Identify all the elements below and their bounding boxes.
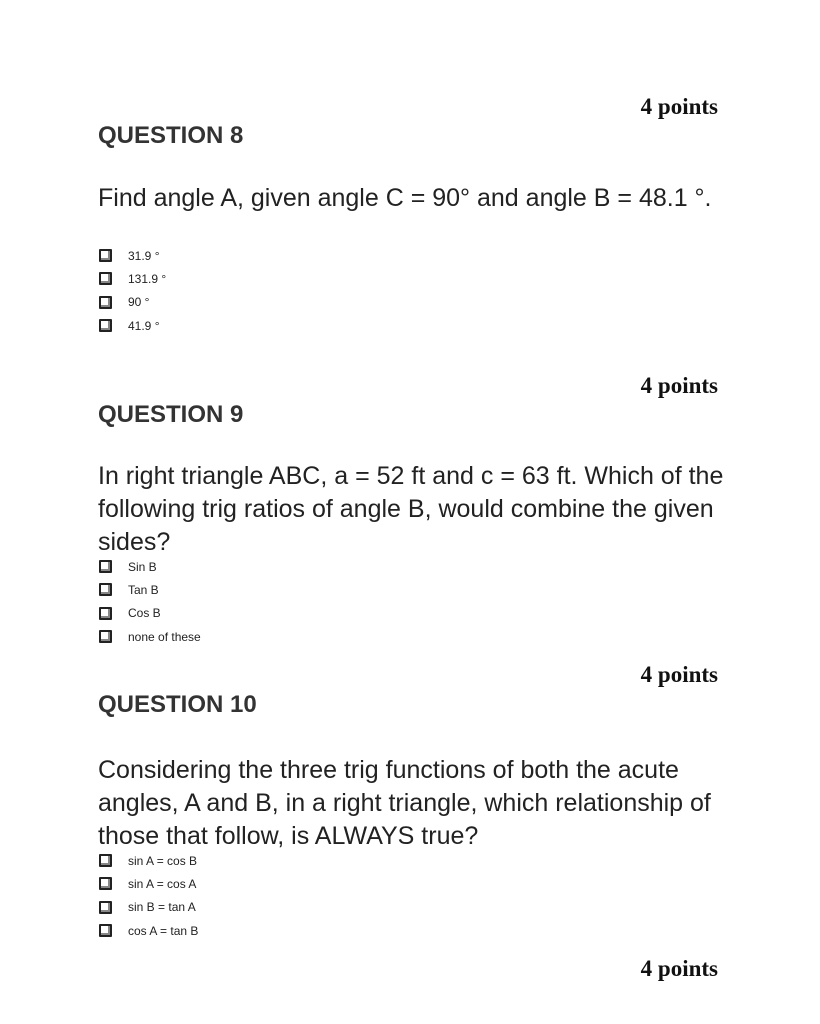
q9-option[interactable]	[99, 578, 201, 601]
q10-title: QUESTION 10	[98, 691, 257, 718]
q8-option[interactable]	[99, 244, 166, 267]
q10-option[interactable]	[99, 849, 198, 872]
q9-option-label: Sin B	[128, 559, 157, 574]
q8-option-label: 90 °	[128, 295, 150, 310]
q10-points: 4 points	[640, 662, 718, 687]
q9-option-label: Cos B	[128, 606, 161, 621]
radio-button-icon[interactable]	[99, 854, 112, 867]
q9-options	[99, 555, 201, 648]
radio-button-icon[interactable]	[99, 296, 112, 309]
q8-points: 4 points	[640, 94, 718, 119]
q10-option-label: sin A = cos A	[128, 876, 197, 891]
q9-prompt: In right triangle ABC, a = 52 ft and c = 63 ft. Which of the following trig ratios of angle B, would combine the given sides?	[98, 462, 724, 556]
q10-option[interactable]	[99, 919, 198, 942]
radio-button-icon[interactable]	[99, 560, 112, 573]
q10-option[interactable]	[99, 872, 198, 895]
radio-button-icon[interactable]	[99, 630, 112, 643]
q9-option-label: none of these	[128, 629, 201, 644]
q10-option-label: cos A = tan B	[128, 923, 199, 938]
radio-button-icon[interactable]	[99, 924, 112, 937]
radio-button-icon[interactable]	[99, 877, 112, 890]
q9-title: QUESTION 9	[98, 401, 244, 428]
q8-option-label: 41.9 °	[128, 318, 160, 333]
q8-option-label: 31.9 °	[128, 248, 160, 263]
radio-button-icon[interactable]	[99, 319, 112, 332]
q10-option-label: sin A = cos B	[128, 853, 198, 868]
q9-option[interactable]	[99, 625, 201, 648]
radio-button-icon[interactable]	[99, 249, 112, 262]
radio-button-icon[interactable]	[99, 583, 112, 596]
radio-button-icon[interactable]	[99, 607, 112, 620]
q9-option[interactable]	[99, 602, 201, 625]
q9-points: 4 points	[640, 373, 718, 398]
q11-points: 4 points	[640, 956, 718, 981]
q8-options	[99, 244, 166, 337]
q8-option[interactable]	[99, 291, 166, 314]
q9-option[interactable]	[99, 555, 201, 578]
q8-prompt: Find angle A, given angle C = 90° and angle B = 48.1 °.	[98, 184, 712, 212]
q8-title: QUESTION 8	[98, 122, 244, 149]
q10-options	[99, 849, 198, 942]
q8-option[interactable]	[99, 314, 166, 337]
q10-option-label: sin B = tan A	[128, 900, 196, 915]
radio-button-icon[interactable]	[99, 272, 112, 285]
q8-option[interactable]	[99, 267, 166, 290]
q9-option-label: Tan B	[128, 582, 159, 597]
radio-button-icon[interactable]	[99, 901, 112, 914]
q10-option[interactable]	[99, 896, 198, 919]
q8-option-label: 131.9 °	[128, 271, 167, 286]
q10-prompt: Considering the three trig functions of both the acute angles, A and B, in a right triangle, which relationship of those that follow, is ALWAYS true?	[98, 756, 711, 850]
